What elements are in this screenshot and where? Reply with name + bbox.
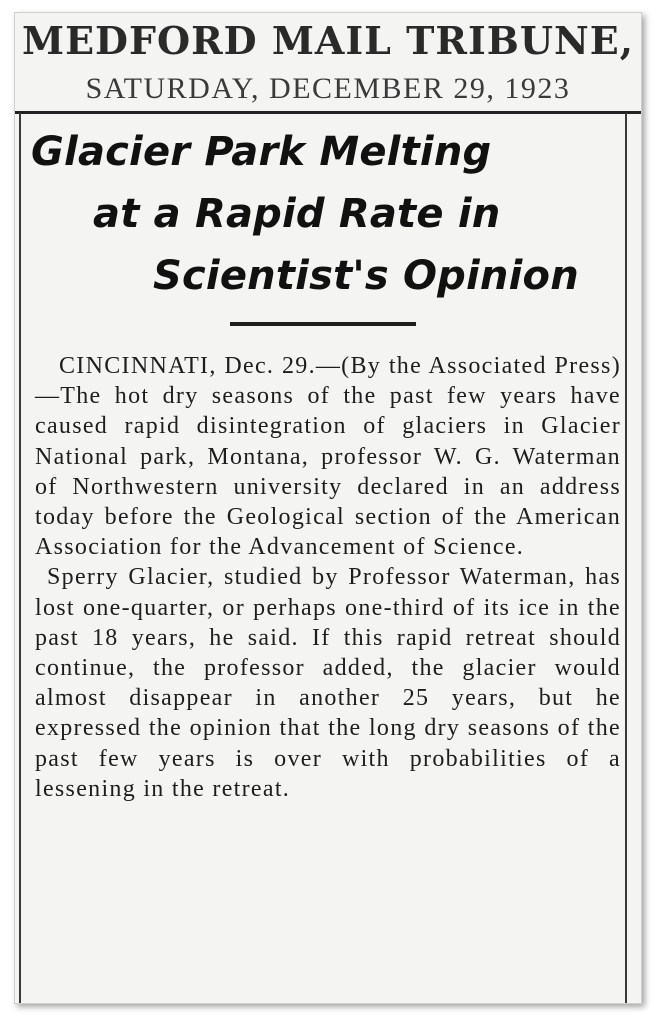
newspaper-dateline: SATURDAY, DECEMBER 29, 1923 [85, 72, 571, 105]
newspaper-masthead: MEDFORD MAIL TRIBUNE, [22, 18, 634, 63]
article-paragraph: Sperry Glacier, studied by Professor Waterman, has lost one-quarter, or perhaps one-third of its ice in the past 18 years, he said. If this rapid retreat should continue, the professor added, the glacier would almost disappear in another 25 years, but he expressed the opinion that the long dry seasons of the past few years is over with probabilities of a lessening in the retreat. [35, 564, 621, 802]
headline-divider [230, 322, 416, 326]
masthead-rule [15, 111, 641, 114]
headline-line: Glacier Park Melting [31, 129, 492, 175]
article-body [35, 351, 621, 804]
newspaper-clipping [14, 12, 642, 1004]
column-rule-right [625, 113, 627, 1003]
headline-line: Scientist's Opinion [153, 253, 579, 299]
article-paragraph: CINCINNATI, Dec. 29.—(By the Associated Press)—The hot dry seasons of the past few years have caused rapid disintegration of glaciers in Glacier National park, Montana, professor W. G. Waterman of Northwestern university declared in an address today before the Geological section of the American Association for the Advancement of Science. [35, 353, 621, 561]
headline-line: at a Rapid Rate in [93, 191, 501, 237]
column-rule-left [19, 113, 21, 1003]
article-headline [31, 121, 625, 307]
